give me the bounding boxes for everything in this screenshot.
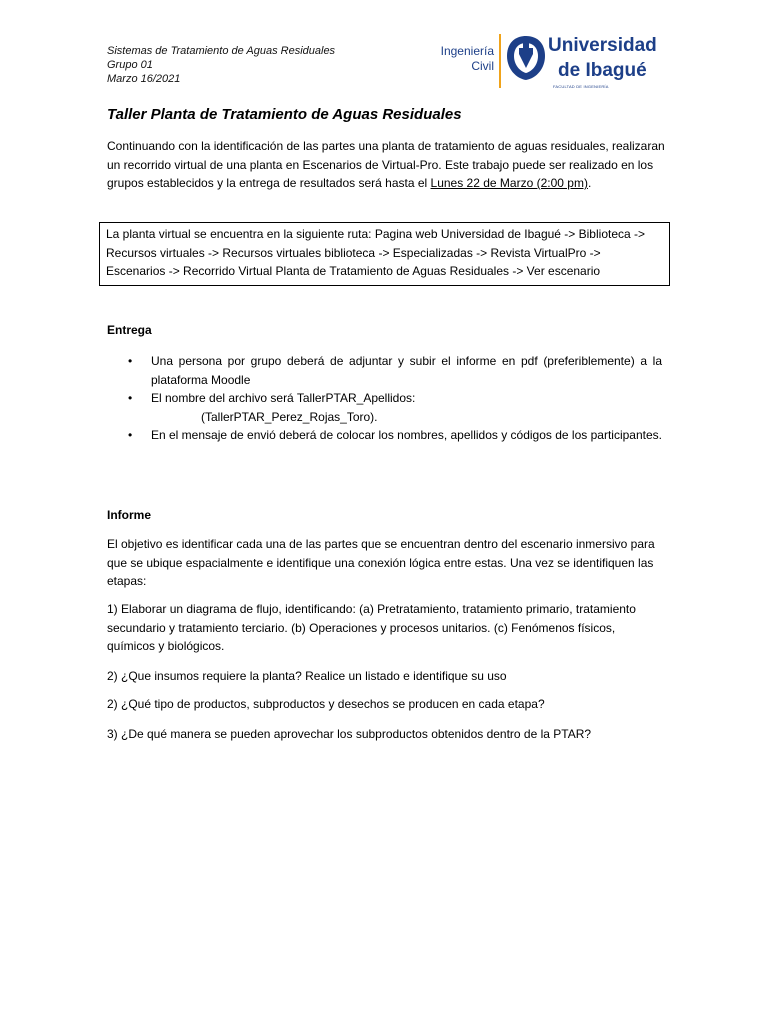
- question-2: 2) ¿Que insumos requiere la planta? Realice un listado e identifique su uso: [107, 669, 507, 683]
- logo-divider: [499, 34, 501, 88]
- informe-intro: El objetivo es identificar cada una de las partes que se encuentran dentro del escenario inmersivo para que se ubique espacialmente e identifique una conexión lógica entre estas. Una vez se identifiquen las etapas:: [107, 537, 655, 588]
- bullet-icon: •: [128, 391, 133, 405]
- list-item-text: En el mensaje de envió deberá de colocar los nombres, apellidos y códigos de los participantes.: [151, 428, 662, 442]
- intro-paragraph: [107, 137, 667, 193]
- header-meta: [107, 44, 335, 86]
- entrega-list: [107, 352, 662, 445]
- list-item: [107, 426, 662, 445]
- faculty-label-line2: Civil: [471, 59, 494, 73]
- logo-universidad: Universidad: [548, 35, 657, 56]
- entrega-heading: Entrega: [107, 323, 152, 337]
- group-number: Grupo 01: [107, 59, 153, 71]
- list-item-text: Una persona por grupo deberá de adjuntar y subir el informe en pdf (preferiblemente) a la plataforma Moodle: [151, 354, 662, 387]
- faculty-label: [440, 44, 494, 74]
- filename-example: (TallerPTAR_Perez_Rojas_Toro).: [201, 409, 378, 424]
- bullet-icon: •: [128, 354, 133, 368]
- list-item: [107, 389, 662, 426]
- logo-de-ibague: de Ibagué: [558, 60, 647, 81]
- faculty-label-line1: Ingeniería: [440, 44, 494, 58]
- bullet-icon: •: [128, 428, 133, 442]
- question-4: 3) ¿De qué manera se pueden aprovechar los subproductos obtenidos dentro de la PTAR?: [107, 727, 592, 741]
- document-date: Marzo 16/2021: [107, 73, 181, 85]
- intro-end: .: [587, 176, 592, 190]
- university-logo: [440, 30, 660, 96]
- informe-heading: Informe: [107, 508, 152, 522]
- university-shield-icon: [504, 34, 548, 82]
- question-1: 1) Elaborar un diagrama de flujo, identificando: (a) Pretratamiento, tratamiento primario, tratamiento secundario y tratamiento terciario. (b) Operaciones y procesos unitarios. (c) Fenómenos físicos, químicos y biológicos.: [107, 602, 636, 653]
- intro-text: Continuando con la identificación de las partes una planta de tratamiento de aguas residuales, realizaran un recorrido virtual de una planta en Escenarios de Virtual-Pro. Este trabajo puede ser realizado en los grupos establecidos y la entrega de resultados será hasta el: [107, 139, 665, 190]
- document-title: Taller Planta de Tratamiento de Aguas Residuales: [107, 106, 462, 123]
- list-item-text: El nombre del archivo será TallerPTAR_Apellidos:: [151, 391, 416, 405]
- list-item: [107, 352, 662, 389]
- question-3: 2) ¿Qué tipo de productos, subproductos y desechos se producen en cada etapa?: [107, 697, 545, 711]
- course-name: Sistemas de Tratamiento de Aguas Residuales: [107, 45, 336, 57]
- logo-facultad: FACULTAD DE INGENIERÍA: [553, 84, 609, 89]
- route-box: La planta virtual se encuentra en la siguiente ruta: Pagina web Universidad de Ibagué -> Biblioteca -> Recursos virtuales -> Recursos virtuales biblioteca -> Especializadas -> Revista VirtualPro -> Escenarios -> Recorrido Virtual Planta de Tratamiento de Aguas Residuales -> Ver escenario: [99, 222, 670, 286]
- deadline-text: Lunes 22 de Marzo (2:00 pm): [430, 176, 588, 190]
